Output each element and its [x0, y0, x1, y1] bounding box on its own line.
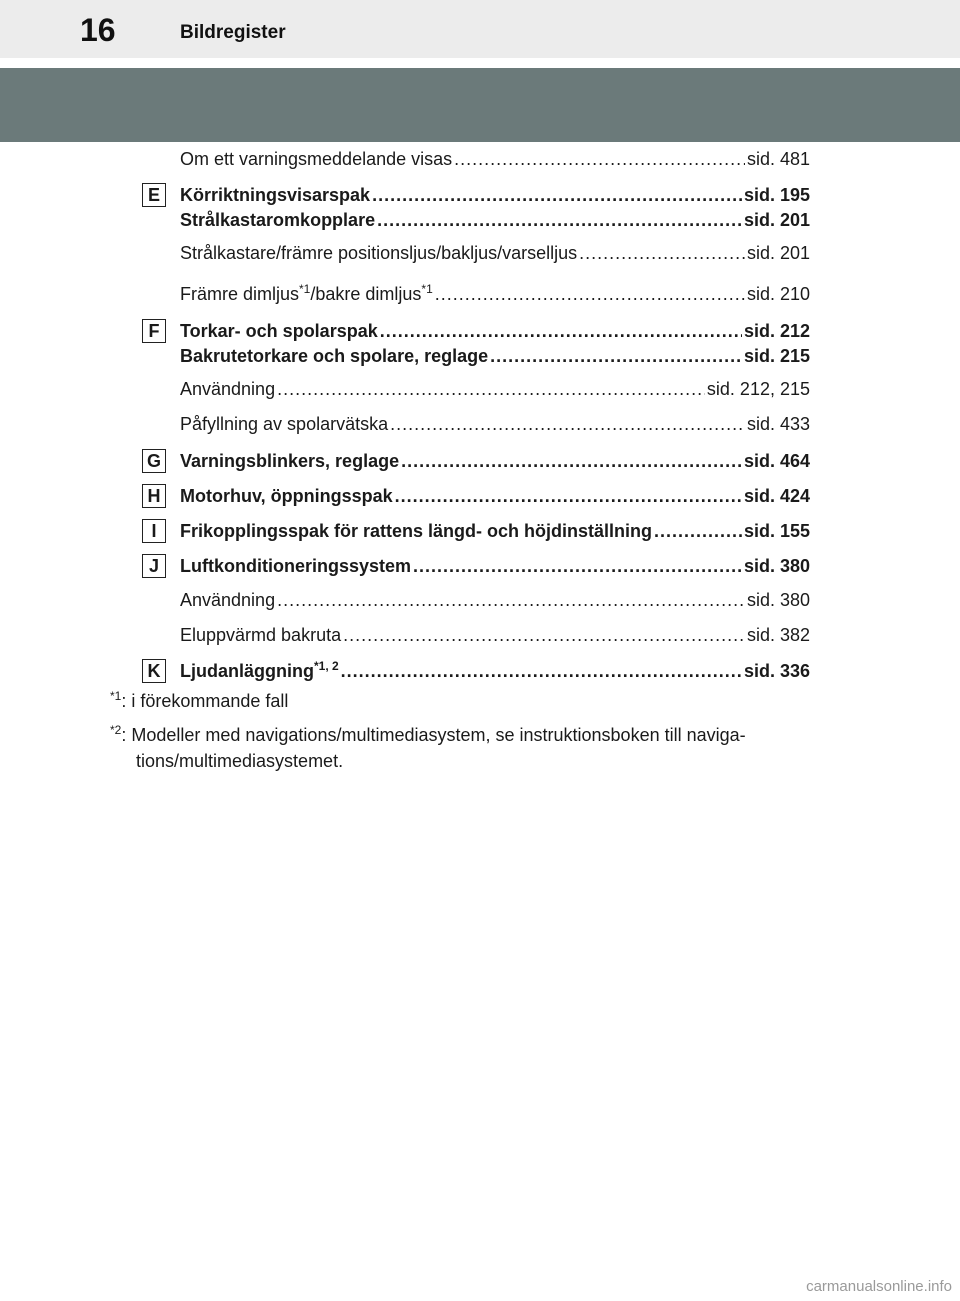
- index-entry: Strålkastare/främre positionsljus/bakljus/varselljus ..... sid. 201: [180, 240, 810, 264]
- page-header: [0, 0, 960, 58]
- index-entry: Torkar- och spolarspak ..... sid. 212: [180, 318, 810, 342]
- footnote-2: $^{*2}$: Modeller med navigations/multimediasystem, se instruktionsboken till naviga- tions/multimediasystemet.: [110, 723, 746, 771]
- section-letter-e: E: [142, 183, 166, 207]
- section-letter-k: K: [142, 659, 166, 683]
- section-letter-j: J: [142, 554, 166, 578]
- index-entry: Strålkastaromkopplare ..... sid. 201: [180, 207, 810, 231]
- index-entry: Motorhuv, öppningsspak ..... sid. 424: [180, 483, 810, 507]
- section-title: Bildregister: [180, 22, 286, 43]
- index-entry: Luftkonditioneringssystem ..... sid. 380: [180, 553, 810, 577]
- watermark: carmanualsonline.info: [806, 1278, 952, 1295]
- section-letter-g: G: [142, 449, 166, 473]
- footnote-1: $^{*1}$: i förekommande fall: [110, 689, 289, 711]
- index-entry: Användning ..... sid. 380: [180, 587, 810, 611]
- index-entry: Varningsblinkers, reglage ..... sid. 464: [180, 448, 810, 472]
- section-letter-i: I: [142, 519, 166, 543]
- index-entry: Eluppvärmd bakruta ..... sid. 382: [180, 622, 810, 646]
- index-entry: Frikopplingsspak för rattens längd- och höjdinställning ..... sid. 155: [180, 518, 810, 542]
- index-entry: Påfyllning av spolarvätska ..... sid. 433: [180, 411, 810, 435]
- header-band: [0, 68, 960, 142]
- index-entry: Körriktningsvisarspak ..... sid. 195: [180, 182, 810, 206]
- section-letter-f: F: [142, 319, 166, 343]
- page-number: 16: [80, 12, 116, 48]
- index-entry: Ljudanläggning$^{*1, 2}$ ..... sid. 336: [180, 658, 810, 682]
- index-entry: Användning ..... sid. 212, 215: [180, 376, 810, 400]
- index-entry: Bakrutetorkare och spolare, reglage ..... sid. 215: [180, 343, 810, 367]
- index-entry: Om ett varningsmeddelande visas ..... sid. 481: [180, 146, 810, 170]
- index-entry: Främre dimljus$^{*1}$/bakre dimljus$^{*1}$ ..... sid. 210: [180, 281, 810, 305]
- section-letter-h: H: [142, 484, 166, 508]
